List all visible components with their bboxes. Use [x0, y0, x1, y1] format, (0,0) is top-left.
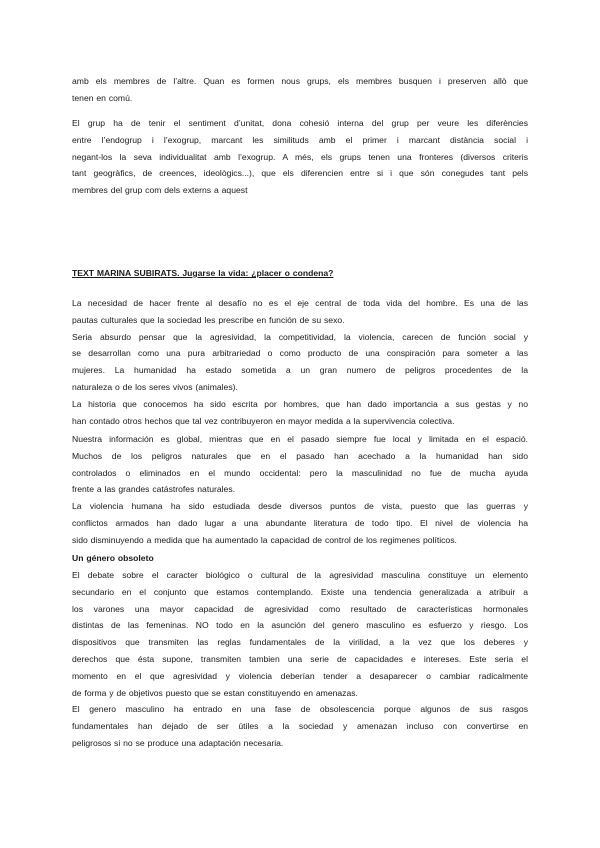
text-line: tenen en comú.	[72, 92, 133, 103]
text-line: El debate sobre el caracter biológico o cultural de la agresividad masculina constituye un elemento	[72, 570, 528, 580]
text-line: amb els membres de l’altre. Quan es formen nous grups, els membres busquen i preserven allò que	[72, 76, 528, 86]
text-line: entre l’endogrup i l’exogrup, marcant les similituds amb el primer i marcant distància social i	[72, 134, 528, 145]
text-line: secundario en el conjunto que estamos contemplando. Existe una tendencia generalizada a atribuir a	[72, 586, 528, 597]
paragraph-challenge	[72, 295, 528, 429]
text-line: El grup ha de tenir el sentiment d’unitat, dona cohesió interna del grup per veure les diferències	[72, 118, 528, 128]
text-line: han contado otros hechos que tal vez contribuyeron en mayor medida a la supervivencia colectiva.	[72, 415, 455, 426]
text-line: derechos que ésta supone, transmiten tambien una serie de capacidades e intereses. Este seria el	[72, 653, 528, 664]
text-line: dispositivos que transmiten las reglas fundamentales de la virilidad, a la vez que los deberes y	[72, 637, 528, 648]
paragraph-obsolete-gender	[72, 567, 528, 752]
paragraph-group-unity	[72, 115, 528, 199]
text-line: El genero masculino ha entrado en una fase de obsolescencia porque algunos de sus rasgos	[72, 704, 528, 715]
text-line: fundamentales han dejado de ser útiles a la sociedad y amenazan incluso con convertirse en	[72, 721, 528, 732]
subheading-block	[72, 550, 528, 567]
text-line: mujeres. La humanidad ha estado sometida a un gran numero de peligros procedentes de la	[72, 365, 528, 376]
text-line: negant-los la seva individualitat amb l’exogrup. A més, els grups tenen una fronteres (diversos criteris	[72, 151, 528, 162]
text-line: membres del grup com dels externs a aquest	[72, 185, 248, 196]
text-line: naturaleza o de los seres vivos (animales).	[72, 381, 238, 392]
text-line: sido disminuyendo a medida que ha aumentado la capacidad de control de los regimenes políticos.	[72, 534, 457, 545]
text-line: conflictos armados han dado lugar a una abundante literatura de todo tipo. El nivel de violencia ha	[72, 517, 528, 528]
section-heading-block	[72, 265, 528, 282]
text-line: tant geogràfics, de creences, ideològics...), que els diferencien entre si i que són conegudes tant pels	[72, 168, 528, 179]
text-line: La violencia humana ha sido estudiada desde diversos puntos de vista, puesto que las guerras y	[72, 501, 528, 512]
text-line: momento en el que agresividad y violencia deberían tender a desaparecer o cambiar radicalmente	[72, 670, 528, 681]
text-line: frente a las grandes catástrofes naturales.	[72, 484, 236, 495]
text-line: los varones una mayor capacidad de agresividad como resultado de características hormonales	[72, 603, 528, 614]
text-line: La necesidad de hacer frente al desafío no es el eje central de toda vida del hombre. Es una de las	[72, 298, 528, 308]
text-line: peligrosos si no se produce una adaptación necesaria.	[72, 737, 284, 748]
text-line: La historia que conocemos ha sido escrita por hombres, que han dado importancia a sus gestas y no	[72, 398, 528, 409]
text-line: Seria absurdo pensar que la agresividad, la competitividad, la violencia, carecen de función social y	[72, 331, 528, 342]
paragraph-global-information	[72, 431, 528, 549]
text-line: Nuestra información es global, mientras que en el pasado siempre fue local y limitada en el espació.	[72, 434, 528, 444]
text-line: distintas de las femeninas. NO todo en la asunción del genero masculino es esfuerzo y riesgo. Los	[72, 620, 528, 631]
paragraph-intro-continuation	[72, 73, 528, 107]
section-heading: TEXT MARINA SUBIRATS. Jugarse la vida: ¿placer o condena?	[72, 268, 334, 278]
subsection-heading: Un género obsoleto	[72, 553, 154, 563]
text-line: pautas culturales que la sociedad les prescribe en función de su sexo.	[72, 314, 345, 325]
text-line: Muchos de los peligros naturales que en el pasado han acechado a la humanidad han sido	[72, 450, 528, 461]
text-line: se desarrollan como una pura arbitrariedad o como producto de una conspiración para someter a las	[72, 348, 528, 359]
text-line: controlados o eliminados en el mundo occidental: pero la masculinidad no fue de mucha ayuda	[72, 467, 528, 478]
text-line: de forma y de objetivos puesto que se estan constituyendo en amenazas.	[72, 687, 358, 698]
